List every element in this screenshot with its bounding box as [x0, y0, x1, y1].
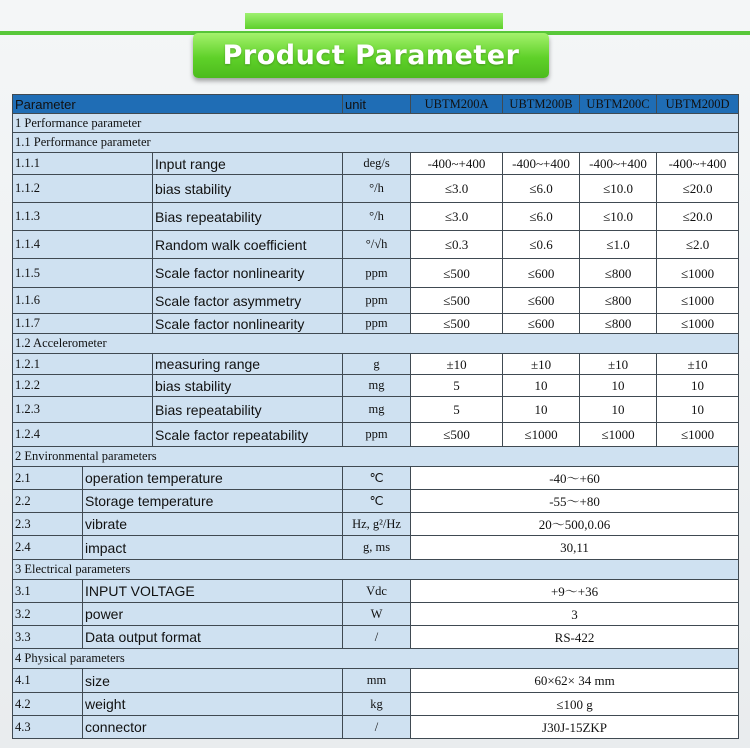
parameter-table [12, 94, 739, 739]
row-number: 1.1.4 [13, 231, 153, 259]
row-value-all-models: J30J-15ZKP [411, 716, 739, 739]
table-row [13, 203, 739, 231]
row-unit: kg [343, 693, 411, 716]
header-model: UBTM200B [503, 95, 580, 114]
table-row [13, 314, 739, 334]
row-parameter-name: weight [83, 693, 343, 716]
row-value: 10 [503, 375, 580, 397]
row-value: ≤2.0 [657, 231, 739, 259]
row-parameter-name: Storage temperature [83, 490, 343, 513]
row-value: ≤20.0 [657, 175, 739, 203]
row-number: 1.1.7 [13, 314, 153, 334]
section-title: 3 Electrical parameters [13, 560, 739, 580]
row-number: 1.2.3 [13, 397, 153, 423]
section-title: 1.1 Performance parameter [13, 133, 739, 153]
row-unit: deg/s [343, 153, 411, 175]
row-number: 1.1.5 [13, 259, 153, 288]
row-value: ≤0.6 [503, 231, 580, 259]
table-row [13, 423, 739, 447]
row-value: ±10 [580, 354, 657, 375]
row-parameter-name: Scale factor repeatability [153, 423, 343, 447]
banner-title: Product Parameter [222, 40, 520, 71]
row-value-all-models: 20～500,0.06 [411, 513, 739, 536]
row-parameter-name: bias stability [153, 175, 343, 203]
row-number: 1.1.2 [13, 175, 153, 203]
row-value: 10 [657, 397, 739, 423]
row-unit: ppm [343, 423, 411, 447]
row-number: 2.4 [13, 536, 83, 560]
row-value: ≤10.0 [580, 203, 657, 231]
row-parameter-name: operation temperature [83, 467, 343, 490]
row-parameter-name: impact [83, 536, 343, 560]
row-parameter-name: Scale factor nonlinearity [153, 259, 343, 288]
row-value: -400~+400 [411, 153, 503, 175]
row-value: ≤1000 [657, 288, 739, 314]
row-value-all-models: 30,11 [411, 536, 739, 560]
row-number: 4.3 [13, 716, 83, 739]
row-parameter-name: Scale factor nonlinearity [153, 314, 343, 334]
row-value: 10 [580, 375, 657, 397]
table-row [13, 175, 739, 203]
section-title: 2 Environmental parameters [13, 447, 739, 467]
banner [0, 0, 750, 90]
header-model: UBTM200D [657, 95, 739, 114]
table-row [13, 580, 739, 603]
table-row [13, 153, 739, 175]
table-row [13, 513, 739, 536]
row-parameter-name: Bias repeatability [153, 203, 343, 231]
banner-decor-bar [245, 13, 503, 29]
table-row [13, 231, 739, 259]
row-value: 10 [580, 397, 657, 423]
row-unit: mg [343, 375, 411, 397]
row-value-all-models: +9～+36 [411, 580, 739, 603]
row-value: ≤10.0 [580, 175, 657, 203]
row-value: ≤3.0 [411, 175, 503, 203]
row-value: ≤6.0 [503, 203, 580, 231]
row-number: 3.3 [13, 626, 83, 649]
row-unit: mg [343, 397, 411, 423]
row-value: ≤600 [503, 259, 580, 288]
row-number: 2.1 [13, 467, 83, 490]
row-value: 5 [411, 397, 503, 423]
table-row [13, 716, 739, 739]
row-value: ≤600 [503, 288, 580, 314]
row-value: ≤500 [411, 314, 503, 334]
row-value: ≤1000 [580, 423, 657, 447]
section-row [13, 447, 739, 467]
row-value: ≤500 [411, 259, 503, 288]
row-value: 5 [411, 375, 503, 397]
header-unit: unit [343, 95, 411, 114]
row-parameter-name: Random walk coefficient [153, 231, 343, 259]
row-unit: ppm [343, 288, 411, 314]
row-value: ≤800 [580, 259, 657, 288]
row-value-all-models: ≤100 g [411, 693, 739, 716]
row-parameter-name: Bias repeatability [153, 397, 343, 423]
table-row [13, 669, 739, 693]
row-value-all-models: 3 [411, 603, 739, 626]
row-number: 4.2 [13, 693, 83, 716]
row-value: ≤800 [580, 288, 657, 314]
row-parameter-name: INPUT VOLTAGE [83, 580, 343, 603]
row-value-all-models: -55～+80 [411, 490, 739, 513]
row-value: ≤6.0 [503, 175, 580, 203]
row-value: ≤1000 [657, 314, 739, 334]
row-value: ±10 [411, 354, 503, 375]
section-title: 4 Physical parameters [13, 649, 739, 669]
row-value-all-models: 60×62× 34 mm [411, 669, 739, 693]
row-unit: Vdc [343, 580, 411, 603]
row-value: ≤0.3 [411, 231, 503, 259]
row-value: 10 [503, 397, 580, 423]
row-number: 1.1.6 [13, 288, 153, 314]
row-parameter-name: bias stability [153, 375, 343, 397]
row-parameter-name: size [83, 669, 343, 693]
row-parameter-name: power [83, 603, 343, 626]
section-row [13, 560, 739, 580]
row-value: ≤600 [503, 314, 580, 334]
row-number: 2.2 [13, 490, 83, 513]
row-value-all-models: -40～+60 [411, 467, 739, 490]
section-row [13, 114, 739, 133]
table-row [13, 467, 739, 490]
table-row [13, 603, 739, 626]
row-value: ≤3.0 [411, 203, 503, 231]
row-number: 1.1.1 [13, 153, 153, 175]
row-unit: Hz, g²/Hz [343, 513, 411, 536]
row-unit: g [343, 354, 411, 375]
parameter-table-body [13, 95, 739, 739]
row-value: ≤500 [411, 423, 503, 447]
row-value: ≤800 [580, 314, 657, 334]
row-value: -400~+400 [580, 153, 657, 175]
row-value: ≤1000 [657, 423, 739, 447]
row-unit: °/h [343, 175, 411, 203]
section-title: 1.2 Accelerometer [13, 334, 739, 354]
row-number: 3.1 [13, 580, 83, 603]
row-number: 2.3 [13, 513, 83, 536]
row-parameter-name: Scale factor asymmetry [153, 288, 343, 314]
header-model: UBTM200C [580, 95, 657, 114]
row-value: ≤20.0 [657, 203, 739, 231]
table-row [13, 259, 739, 288]
row-number: 1.2.1 [13, 354, 153, 375]
section-row [13, 334, 739, 354]
row-value: -400~+400 [503, 153, 580, 175]
row-value: 10 [657, 375, 739, 397]
row-value: ±10 [503, 354, 580, 375]
row-number: 1.2.4 [13, 423, 153, 447]
row-unit: g, ms [343, 536, 411, 560]
row-value: ≤1000 [503, 423, 580, 447]
row-value: ≤1000 [657, 259, 739, 288]
row-parameter-name: Data output format [83, 626, 343, 649]
table-row [13, 375, 739, 397]
row-value: ≤1.0 [580, 231, 657, 259]
section-title: 1 Performance parameter [13, 114, 739, 133]
table-row [13, 693, 739, 716]
row-unit: ℃ [343, 467, 411, 490]
row-number: 1.1.3 [13, 203, 153, 231]
table-header-row [13, 95, 739, 114]
header-model: UBTM200A [411, 95, 503, 114]
row-value: ±10 [657, 354, 739, 375]
row-value-all-models: RS-422 [411, 626, 739, 649]
section-row [13, 133, 739, 153]
row-parameter-name: connector [83, 716, 343, 739]
row-value: ≤500 [411, 288, 503, 314]
row-unit: W [343, 603, 411, 626]
row-unit: mm [343, 669, 411, 693]
table-row [13, 288, 739, 314]
row-number: 3.2 [13, 603, 83, 626]
row-unit: / [343, 716, 411, 739]
table-row [13, 354, 739, 375]
table-row [13, 490, 739, 513]
row-unit: ppm [343, 314, 411, 334]
table-row [13, 626, 739, 649]
table-row [13, 397, 739, 423]
header-parameter: Parameter [13, 95, 343, 114]
row-parameter-name: vibrate [83, 513, 343, 536]
row-parameter-name: Input range [153, 153, 343, 175]
row-unit: / [343, 626, 411, 649]
row-value: -400~+400 [657, 153, 739, 175]
row-unit: ppm [343, 259, 411, 288]
row-number: 1.2.2 [13, 375, 153, 397]
banner-title-badge [193, 33, 549, 78]
section-row [13, 649, 739, 669]
row-parameter-name: measuring range [153, 354, 343, 375]
table-row [13, 536, 739, 560]
row-number: 4.1 [13, 669, 83, 693]
row-unit: °/√h [343, 231, 411, 259]
row-unit: ℃ [343, 490, 411, 513]
row-unit: °/h [343, 203, 411, 231]
